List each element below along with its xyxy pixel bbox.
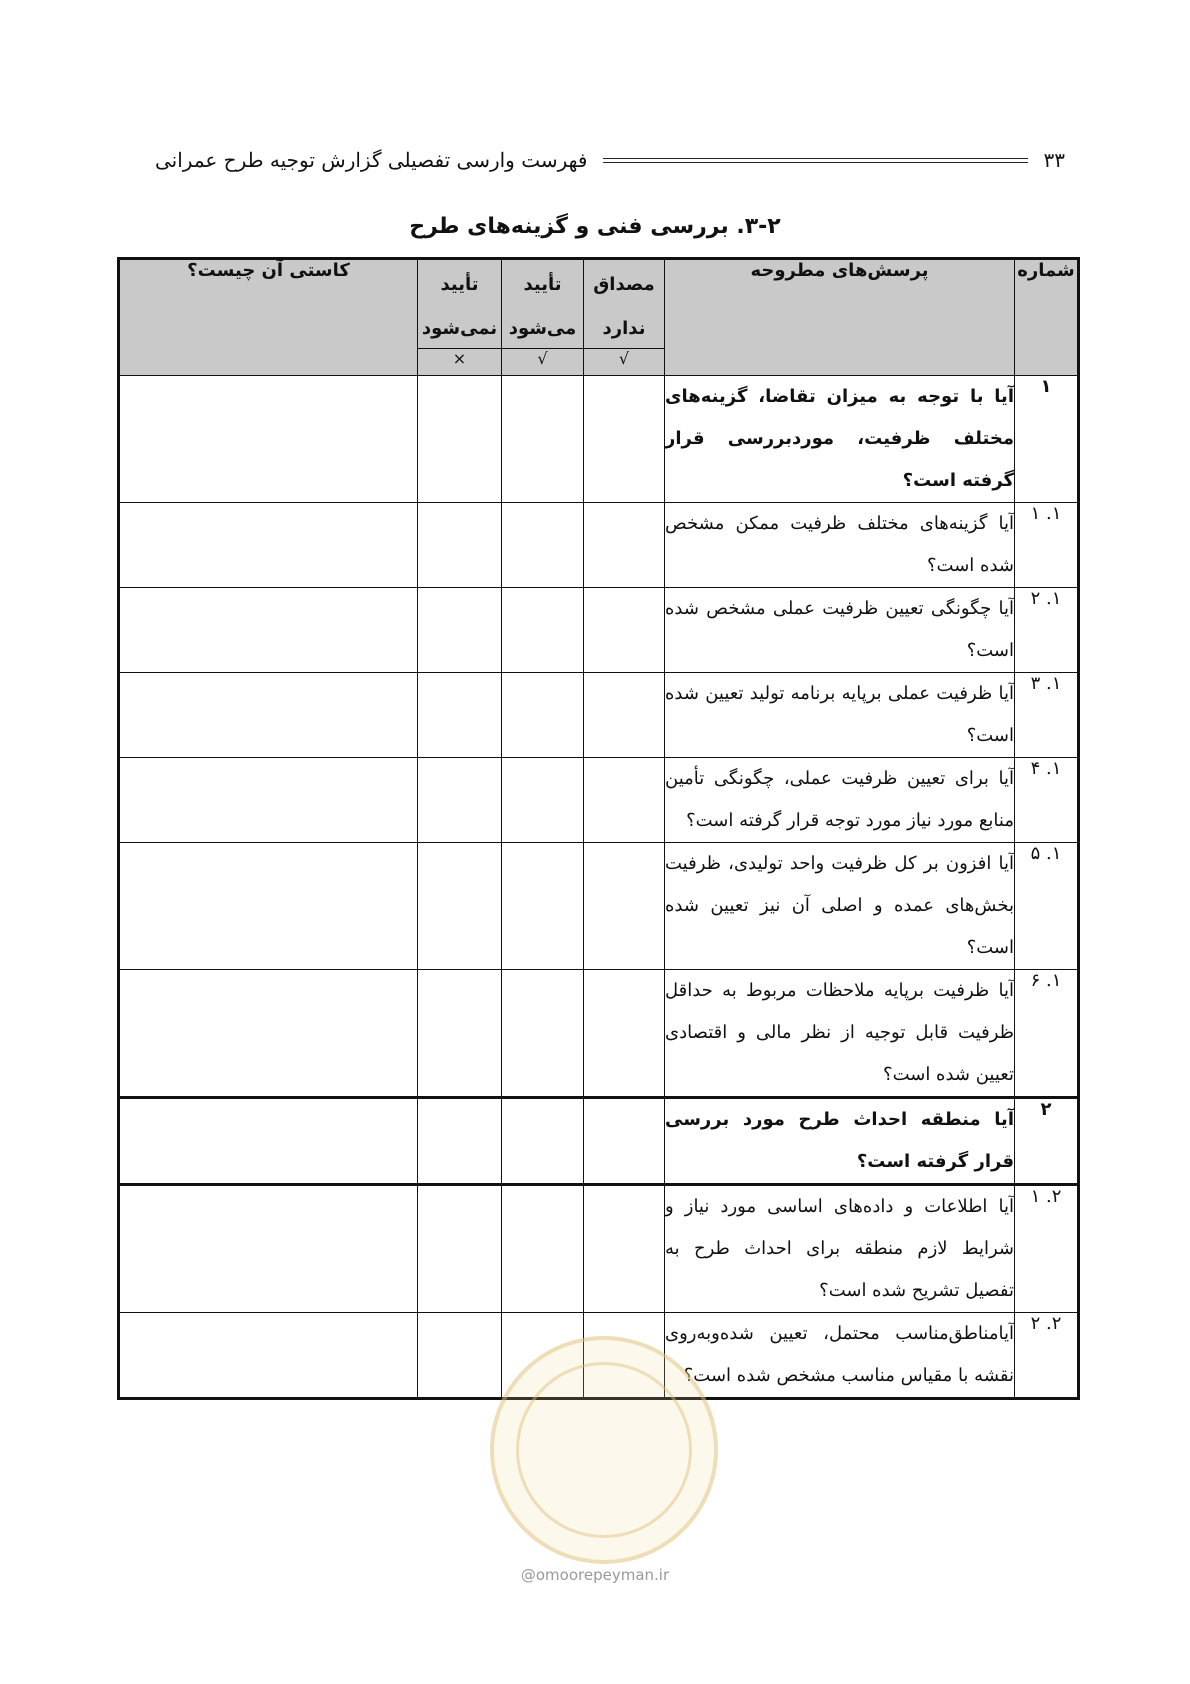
cell-deficiency[interactable] — [119, 376, 418, 503]
cell-deficiency[interactable] — [119, 758, 418, 843]
page-header — [155, 142, 1065, 178]
row-number: ۱. ۵ — [1015, 843, 1079, 970]
cell-not-applicable[interactable] — [584, 970, 665, 1098]
table-row — [119, 503, 1079, 588]
row-number: ۲. ۱ — [1015, 1185, 1079, 1313]
row-number: ۱. ۳ — [1015, 673, 1079, 758]
cell-not-applicable[interactable] — [584, 503, 665, 588]
cell-confirmed[interactable] — [502, 376, 584, 503]
header-rule — [603, 158, 1027, 163]
mark-not-applicable: √ — [584, 349, 665, 376]
watermark-seal — [490, 1336, 718, 1564]
cell-deficiency[interactable] — [119, 970, 418, 1098]
row-number: ۱. ۲ — [1015, 588, 1079, 673]
cell-confirmed[interactable] — [502, 1098, 584, 1185]
cell-not-confirmed[interactable] — [418, 843, 502, 970]
cell-confirmed[interactable] — [502, 503, 584, 588]
row-number: ۱. ۱ — [1015, 503, 1079, 588]
row-number: ۱ — [1015, 376, 1079, 503]
cell-not-confirmed[interactable] — [418, 1185, 502, 1313]
cell-deficiency[interactable] — [119, 1185, 418, 1313]
table-row — [119, 843, 1079, 970]
header-confirmed-line1: تأیید — [523, 274, 562, 295]
row-question: آیا منطقه احداث طرح مورد بررسی قرار گرفته است؟ — [665, 1098, 1015, 1185]
website-label: @omoorepeyman.ir — [520, 1566, 670, 1584]
table-row — [119, 588, 1079, 673]
cell-not-confirmed[interactable] — [418, 1098, 502, 1185]
cell-not-applicable[interactable] — [584, 1098, 665, 1185]
cell-not-confirmed[interactable] — [418, 758, 502, 843]
table-row — [119, 376, 1079, 503]
cell-not-applicable[interactable] — [584, 1185, 665, 1313]
cell-not-applicable[interactable] — [584, 588, 665, 673]
mark-not-confirmed: × — [418, 349, 502, 376]
cell-confirmed[interactable] — [502, 588, 584, 673]
row-question: آیامناطق‌مناسب محتمل، تعیین شده‌وبه‌روی نقشه با مقیاس مناسب مشخص شده است؟ — [665, 1313, 1015, 1399]
row-question: آیا ظرفیت عملی برپایه برنامه تولید تعیین شده است؟ — [665, 673, 1015, 758]
cell-confirmed[interactable] — [502, 1185, 584, 1313]
row-question: آیا ظرفیت برپایه ملاحظات مربوط به حداقل ظرفیت قابل توجیه از نظر مالی و اقتصادی تعیین شده است؟ — [665, 970, 1015, 1098]
cell-not-confirmed[interactable] — [418, 376, 502, 503]
row-question: آیا برای تعیین ظرفیت عملی، چگونگی تأمین منابع مورد نیاز مورد توجه قرار گرفته است؟ — [665, 758, 1015, 843]
watermark-inner-ring — [516, 1362, 692, 1538]
row-number: ۲ — [1015, 1098, 1079, 1185]
header-not-confirmed — [418, 259, 502, 349]
row-question: آیا چگونگی تعیین ظرفیت عملی مشخص شده است؟ — [665, 588, 1015, 673]
header-confirmed-line2: می‌شود — [508, 318, 577, 339]
header-not-applicable — [584, 259, 665, 349]
cell-not-confirmed[interactable] — [418, 1313, 502, 1399]
header-questions: پرسش‌های مطروحه — [665, 259, 1015, 376]
header-deficiency: کاستی آن چیست؟ — [119, 259, 418, 376]
row-question: آیا افزون بر کل ظرفیت واحد تولیدی، ظرفیت بخش‌های عمده و اصلی آن نیز تعیین شده است؟ — [665, 843, 1015, 970]
header-not-confirmed-line2: نمی‌شود — [421, 318, 498, 339]
cell-deficiency[interactable] — [119, 1313, 418, 1399]
row-question: آیا اطلاعات و داده‌های اساسی مورد نیاز و شرایط لازم منطقه برای احداث طرح به تفصیل تشریح شده است؟ — [665, 1185, 1015, 1313]
header-not-applicable-line2: ندارد — [602, 318, 646, 339]
cell-deficiency[interactable] — [119, 503, 418, 588]
cell-not-confirmed[interactable] — [418, 503, 502, 588]
row-question: آیا با توجه به میزان تقاضا، گزینه‌های مختلف ظرفیت، موردبررسی قرار گرفته است؟ — [665, 376, 1015, 503]
header-row — [119, 259, 1079, 349]
cell-not-confirmed[interactable] — [418, 588, 502, 673]
cell-not-applicable[interactable] — [584, 673, 665, 758]
cell-confirmed[interactable] — [502, 673, 584, 758]
header-confirmed — [502, 259, 584, 349]
cell-deficiency[interactable] — [119, 1098, 418, 1185]
cell-not-confirmed[interactable] — [418, 673, 502, 758]
row-number: ۱. ۶ — [1015, 970, 1079, 1098]
cell-confirmed[interactable] — [502, 843, 584, 970]
table-row — [119, 1098, 1079, 1185]
cell-confirmed[interactable] — [502, 970, 584, 1098]
row-number: ۲. ۲ — [1015, 1313, 1079, 1399]
header-not-applicable-line1: مصداق — [593, 274, 655, 295]
header-number: شماره — [1015, 259, 1079, 376]
cell-deficiency[interactable] — [119, 843, 418, 970]
header-title: فهرست وارسی تفصیلی گزارش توجیه طرح عمرانی — [155, 148, 588, 172]
cell-not-applicable[interactable] — [584, 843, 665, 970]
row-number: ۱. ۴ — [1015, 758, 1079, 843]
table-row — [119, 673, 1079, 758]
mark-confirmed: √ — [502, 349, 584, 376]
table-row — [119, 758, 1079, 843]
checklist-table — [117, 257, 1080, 1400]
cell-deficiency[interactable] — [119, 588, 418, 673]
cell-not-applicable[interactable] — [584, 758, 665, 843]
cell-confirmed[interactable] — [502, 758, 584, 843]
cell-deficiency[interactable] — [119, 673, 418, 758]
cell-not-confirmed[interactable] — [418, 970, 502, 1098]
section-title: ۳-۲. بررسی فنی و گزینه‌های طرح — [409, 214, 781, 239]
table-row — [119, 1185, 1079, 1313]
table-row — [119, 970, 1079, 1098]
cell-not-applicable[interactable] — [584, 376, 665, 503]
row-question: آیا گزینه‌های مختلف ظرفیت ممکن مشخص شده است؟ — [665, 503, 1015, 588]
header-not-confirmed-line1: تأیید — [440, 274, 479, 295]
page-number: ۳۳ — [1043, 148, 1065, 172]
